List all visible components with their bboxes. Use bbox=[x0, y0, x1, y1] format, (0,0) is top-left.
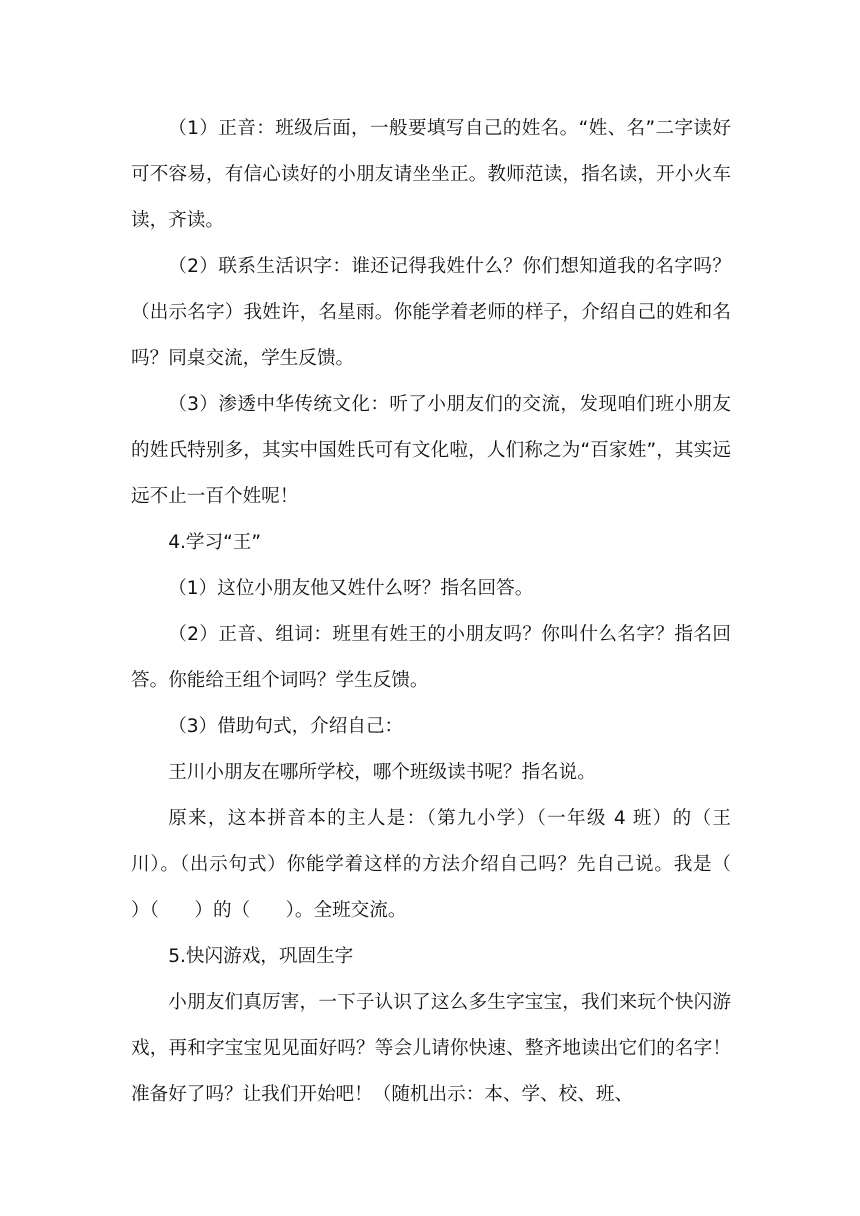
document-body bbox=[131, 106, 767, 1118]
paragraph-life-literacy: （2）联系生活识字：谁还记得我姓什么？你们想知道我的名字吗？（出示名字）我姓许，名星雨。你能学着老师的样子，介绍自己的姓和名吗？同桌交流，学生反馈。 bbox=[131, 256, 731, 369]
section-heading-learn-wang: 4.学习“王” bbox=[168, 532, 261, 553]
paragraph-self-introduction: 原来，这本拼音本的主人是：（第九小学）（一年级 4 班）的（王川）。（出示句式）你能学着这样的方法介绍自己吗？先自己说。我是（ ）（ ）的（ ）。全班交流。 bbox=[131, 808, 767, 921]
paragraph-wang-question: （1）这位小朋友他又姓什么呀？指名回答。 bbox=[168, 578, 534, 599]
paragraph-wangchuan-question: 王川小朋友在哪所学校，哪个班级读书呢？指名说。 bbox=[168, 762, 596, 783]
paragraph-wang-word-building: （2）正音、组词：班里有姓王的小朋友吗？你叫什么名字？指名回答。你能给王组个词吗？学生反馈。 bbox=[131, 624, 731, 691]
paragraph-correct-pronunciation: （1）正音：班级后面，一般要填写自己的姓名。“姓、名”二字读好可不容易，有信心读好的小朋友请坐坐正。教师范读，指名读，开小火车读，齐读。 bbox=[131, 118, 731, 231]
paragraph-traditional-culture: （3）渗透中华传统文化：听了小朋友们的交流，发现咱们班小朋友的姓氏特别多，其实中国姓氏可有文化啦，人们称之为“百家姓”，其实远远不止一百个姓呢！ bbox=[131, 394, 731, 507]
paragraph-sentence-pattern: （3）借助句式，介绍自己： bbox=[168, 716, 404, 737]
section-heading-flash-game: 5.快闪游戏，巩固生字 bbox=[168, 946, 354, 967]
paragraph-flash-game: 小朋友们真厉害，一下子认识了这么多生字宝宝，我们来玩个快闪游戏，再和字宝宝见见面好吗？等会儿请你快速、整齐地读出它们的名字！准备好了吗？让我们开始吧！（随机出示：本、学、校、班、 bbox=[131, 992, 731, 1105]
